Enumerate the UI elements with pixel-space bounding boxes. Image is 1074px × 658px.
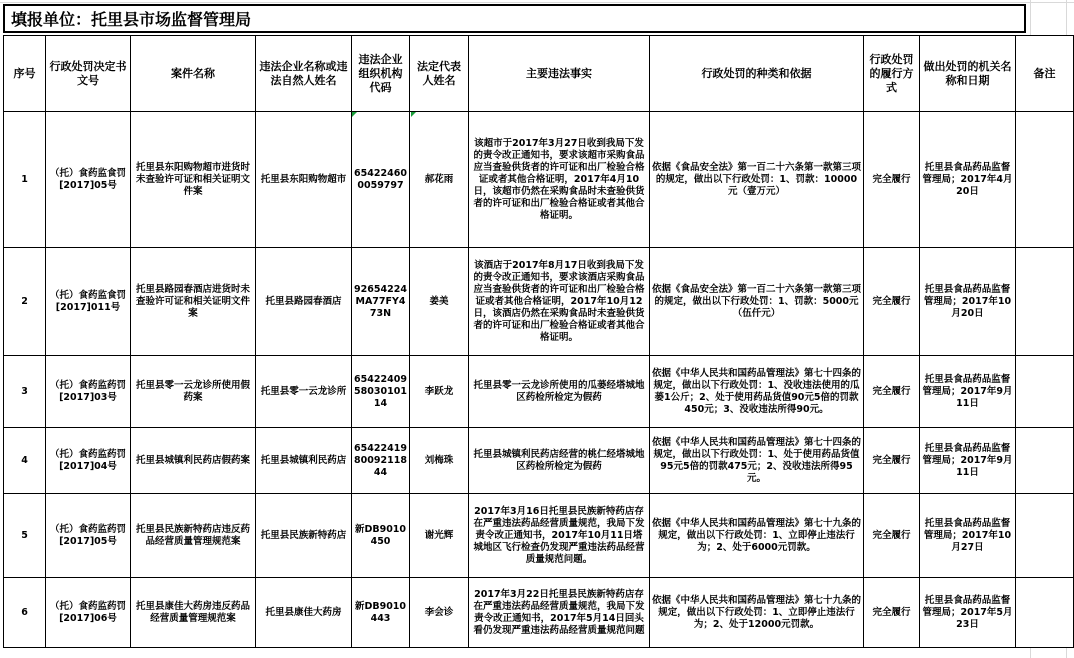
cell-execution[interactable]: 完全履行 xyxy=(864,112,920,248)
cell-facts[interactable]: 2017年3月22日托里县民族新特药店存在严重违法药品经营质量规范，我局下发责令改正通知书，2017年5月14日回头看仍发现严重违法药品经营质量规范问题 xyxy=(469,578,650,648)
cell-execution[interactable]: 完全履行 xyxy=(864,494,920,578)
cell-legal-rep[interactable]: 李跃龙 xyxy=(410,356,469,428)
header-org-code[interactable]: 违法企业组织机构代码 xyxy=(352,36,410,112)
cell-execution[interactable]: 完全履行 xyxy=(864,248,920,356)
cell-org-code[interactable]: 新DB9010443 xyxy=(352,578,410,648)
cell-doc-no[interactable]: （托）食药监药罚[2017]03号 xyxy=(46,356,131,428)
header-penalty[interactable]: 行政处罚的种类和依据 xyxy=(650,36,864,112)
cell-facts[interactable]: 托里县城镇利民药店经营的桃仁经塔城地区药检所检定为假药 xyxy=(469,428,650,494)
cell-doc-no[interactable]: （托）食药监药罚[2017]05号 xyxy=(46,494,131,578)
cell-org-code[interactable]: 654224600059797 xyxy=(352,112,410,248)
cell-legal-rep[interactable]: 李会诊 xyxy=(410,578,469,648)
table-row xyxy=(4,112,1074,248)
cell-legal-rep[interactable]: 郝花雨 xyxy=(410,112,469,248)
cell-authority[interactable]: 托里县食品药品监督管理局；2017年9月11日 xyxy=(920,356,1016,428)
cell-violator[interactable]: 托里县路园春酒店 xyxy=(256,248,352,356)
cell-facts[interactable]: 托里县零一云龙诊所使用的瓜蒌经塔城地区药检所检定为假药 xyxy=(469,356,650,428)
header-case-name[interactable]: 案件名称 xyxy=(131,36,256,112)
cell-remarks[interactable] xyxy=(1016,494,1074,578)
cell-violator[interactable]: 托里县东阳购物超市 xyxy=(256,112,352,248)
cell-doc-no[interactable]: （托）食药监药罚[2017]06号 xyxy=(46,578,131,648)
table-row xyxy=(4,248,1074,356)
table-row xyxy=(4,494,1074,578)
cell-violator[interactable]: 托里县康佳大药房 xyxy=(256,578,352,648)
header-legal-rep[interactable]: 法定代表人姓名 xyxy=(410,36,469,112)
cell-seq[interactable]: 6 xyxy=(4,578,46,648)
cell-execution[interactable]: 完全履行 xyxy=(864,578,920,648)
cell-legal-rep[interactable]: 刘梅珠 xyxy=(410,428,469,494)
cell-seq[interactable]: 3 xyxy=(4,356,46,428)
cell-penalty[interactable]: 依据《食品安全法》第一百二十六条第一款第三项的规定，做出以下行政处罚：1、罚款：5000元（伍仟元） xyxy=(650,248,864,356)
cell-case-name[interactable]: 托里县城镇利民药店假药案 xyxy=(131,428,256,494)
header-remarks[interactable]: 备注 xyxy=(1016,36,1074,112)
cell-violator[interactable]: 托里县零一云龙诊所 xyxy=(256,356,352,428)
cell-facts[interactable]: 该超市于2017年3月27日收到我局下发的责令改正通知书，要求该超市采购食品应当查验供货者的许可证和出厂检验合格证或者其他合格证明，2017年4月10日，该超市仍然在采购食品时未查验供货者的许可证和出厂检验合格证或者其他合格证明。 xyxy=(469,112,650,248)
table-row xyxy=(4,356,1074,428)
cell-seq[interactable]: 5 xyxy=(4,494,46,578)
cell-case-name[interactable]: 托里县康佳大药房违反药品经营质量管理规范案 xyxy=(131,578,256,648)
cell-org-code[interactable]: 6542240958030101 14 xyxy=(352,356,410,428)
header-execution[interactable]: 行政处罚的履行方式 xyxy=(864,36,920,112)
header-authority[interactable]: 做出处罚的机关名称和日期 xyxy=(920,36,1016,112)
table-row xyxy=(4,428,1074,494)
cell-remarks[interactable] xyxy=(1016,578,1074,648)
header-violator[interactable]: 违法企业名称或违法自然人姓名 xyxy=(256,36,352,112)
cell-authority[interactable]: 托里县食品药品监督管理局；2017年4月20日 xyxy=(920,112,1016,248)
cell-remarks[interactable] xyxy=(1016,248,1074,356)
cell-doc-no[interactable]: （托）食药监食罚[2017]011号 xyxy=(46,248,131,356)
gridline xyxy=(0,2,1074,3)
cell-penalty[interactable]: 依据《中华人民共和国药品管理法》第七十九条的规定，做出以下行政处罚：1、立即停止违法行为；2、处于12000元罚款。 xyxy=(650,578,864,648)
header-facts[interactable]: 主要违法事实 xyxy=(469,36,650,112)
cell-execution[interactable]: 完全履行 xyxy=(864,356,920,428)
cell-penalty[interactable]: 依据《中华人民共和国药品管理法》第七十四条的规定，做出以下行政处罚：1、没收违法使用的瓜蒌1公斤；2、处于使用药品货值90元5倍的罚款450元；3、没收违法所得90元。 xyxy=(650,356,864,428)
cell-case-name[interactable]: 托里县路园春酒店进货时未查验许可证和相关证明文件案 xyxy=(131,248,256,356)
cell-comment-marker xyxy=(352,112,357,117)
cell-authority[interactable]: 托里县食品药品监督管理局；2017年10月27日 xyxy=(920,494,1016,578)
cell-seq[interactable]: 2 xyxy=(4,248,46,356)
cell-facts[interactable]: 2017年3月16日托里县民族新特药店存在严重违法药品经营质量规范，我局下发责令改正通知书，2017年10月11日塔城地区飞行检查仍发现严重违法药品经营质量规范问题。 xyxy=(469,494,650,578)
cell-doc-no[interactable]: （托）食药监食罚[2017]05号 xyxy=(46,112,131,248)
cell-penalty[interactable]: 依据《中华人民共和国药品管理法》第七十九条的规定，做出以下行政处罚：1、立即停止违法行为；2、处于6000元罚款。 xyxy=(650,494,864,578)
cell-seq[interactable]: 1 xyxy=(4,112,46,248)
cell-legal-rep[interactable]: 姜美 xyxy=(410,248,469,356)
cell-org-code[interactable]: 92654224MA77FY473N xyxy=(352,248,410,356)
cell-case-name[interactable]: 托里县东阳购物超市进货时未查验许可证和相关证明文件案 xyxy=(131,112,256,248)
penalty-table xyxy=(3,35,1074,648)
table-row xyxy=(4,578,1074,648)
header-row xyxy=(4,36,1074,112)
cell-remarks[interactable] xyxy=(1016,112,1074,248)
cell-authority[interactable]: 托里县食品药品监督管理局；2017年9月11日 xyxy=(920,428,1016,494)
cell-facts[interactable]: 该酒店于2017年8月17日收到我局下发的责令改正通知书，要求该酒店采购食品应当查验供货者的许可证和出厂检验合格证或者其他合格证明，2017年10月12日，该酒店仍然在采购食品时未查验供货者的许可证和出厂检验合格证或者其他合格证明。 xyxy=(469,248,650,356)
cell-penalty[interactable]: 依据《中华人民共和国药品管理法》第七十四条的规定，做出以下行政处罚：1、处于使用药品货值95元5倍的罚款475元；2、没收违法所得95元。 xyxy=(650,428,864,494)
cell-authority[interactable]: 托里县食品药品监督管理局；2017年5月23日 xyxy=(920,578,1016,648)
cell-legal-rep[interactable]: 谢光辉 xyxy=(410,494,469,578)
header-doc-no[interactable]: 行政处罚决定书文号 xyxy=(46,36,131,112)
cell-authority[interactable]: 托里县食品药品监督管理局；2017年10月20日 xyxy=(920,248,1016,356)
cell-execution[interactable]: 完全履行 xyxy=(864,428,920,494)
cell-penalty[interactable]: 依据《食品安全法》第一百二十六条第一款第三项的规定，做出以下行政处罚：1、罚款：10000元（壹万元） xyxy=(650,112,864,248)
cell-violator[interactable]: 托里县民族新特药店 xyxy=(256,494,352,578)
cell-seq[interactable]: 4 xyxy=(4,428,46,494)
report-title[interactable]: 填报单位：托里县市场监督管理局 xyxy=(3,4,1026,33)
header-seq[interactable]: 序号 xyxy=(4,36,46,112)
cell-remarks[interactable] xyxy=(1016,356,1074,428)
cell-org-code[interactable]: 6542241980092118 44 xyxy=(352,428,410,494)
cell-case-name[interactable]: 托里县零一云龙诊所使用假药案 xyxy=(131,356,256,428)
cell-comment-marker xyxy=(411,112,416,117)
cell-remarks[interactable] xyxy=(1016,428,1074,494)
cell-org-code[interactable]: 新DB9010450 xyxy=(352,494,410,578)
cell-doc-no[interactable]: （托）食药监药罚[2017]04号 xyxy=(46,428,131,494)
cell-case-name[interactable]: 托里县民族新特药店违反药品经营质量管理规范案 xyxy=(131,494,256,578)
cell-violator[interactable]: 托里县城镇利民药店 xyxy=(256,428,352,494)
